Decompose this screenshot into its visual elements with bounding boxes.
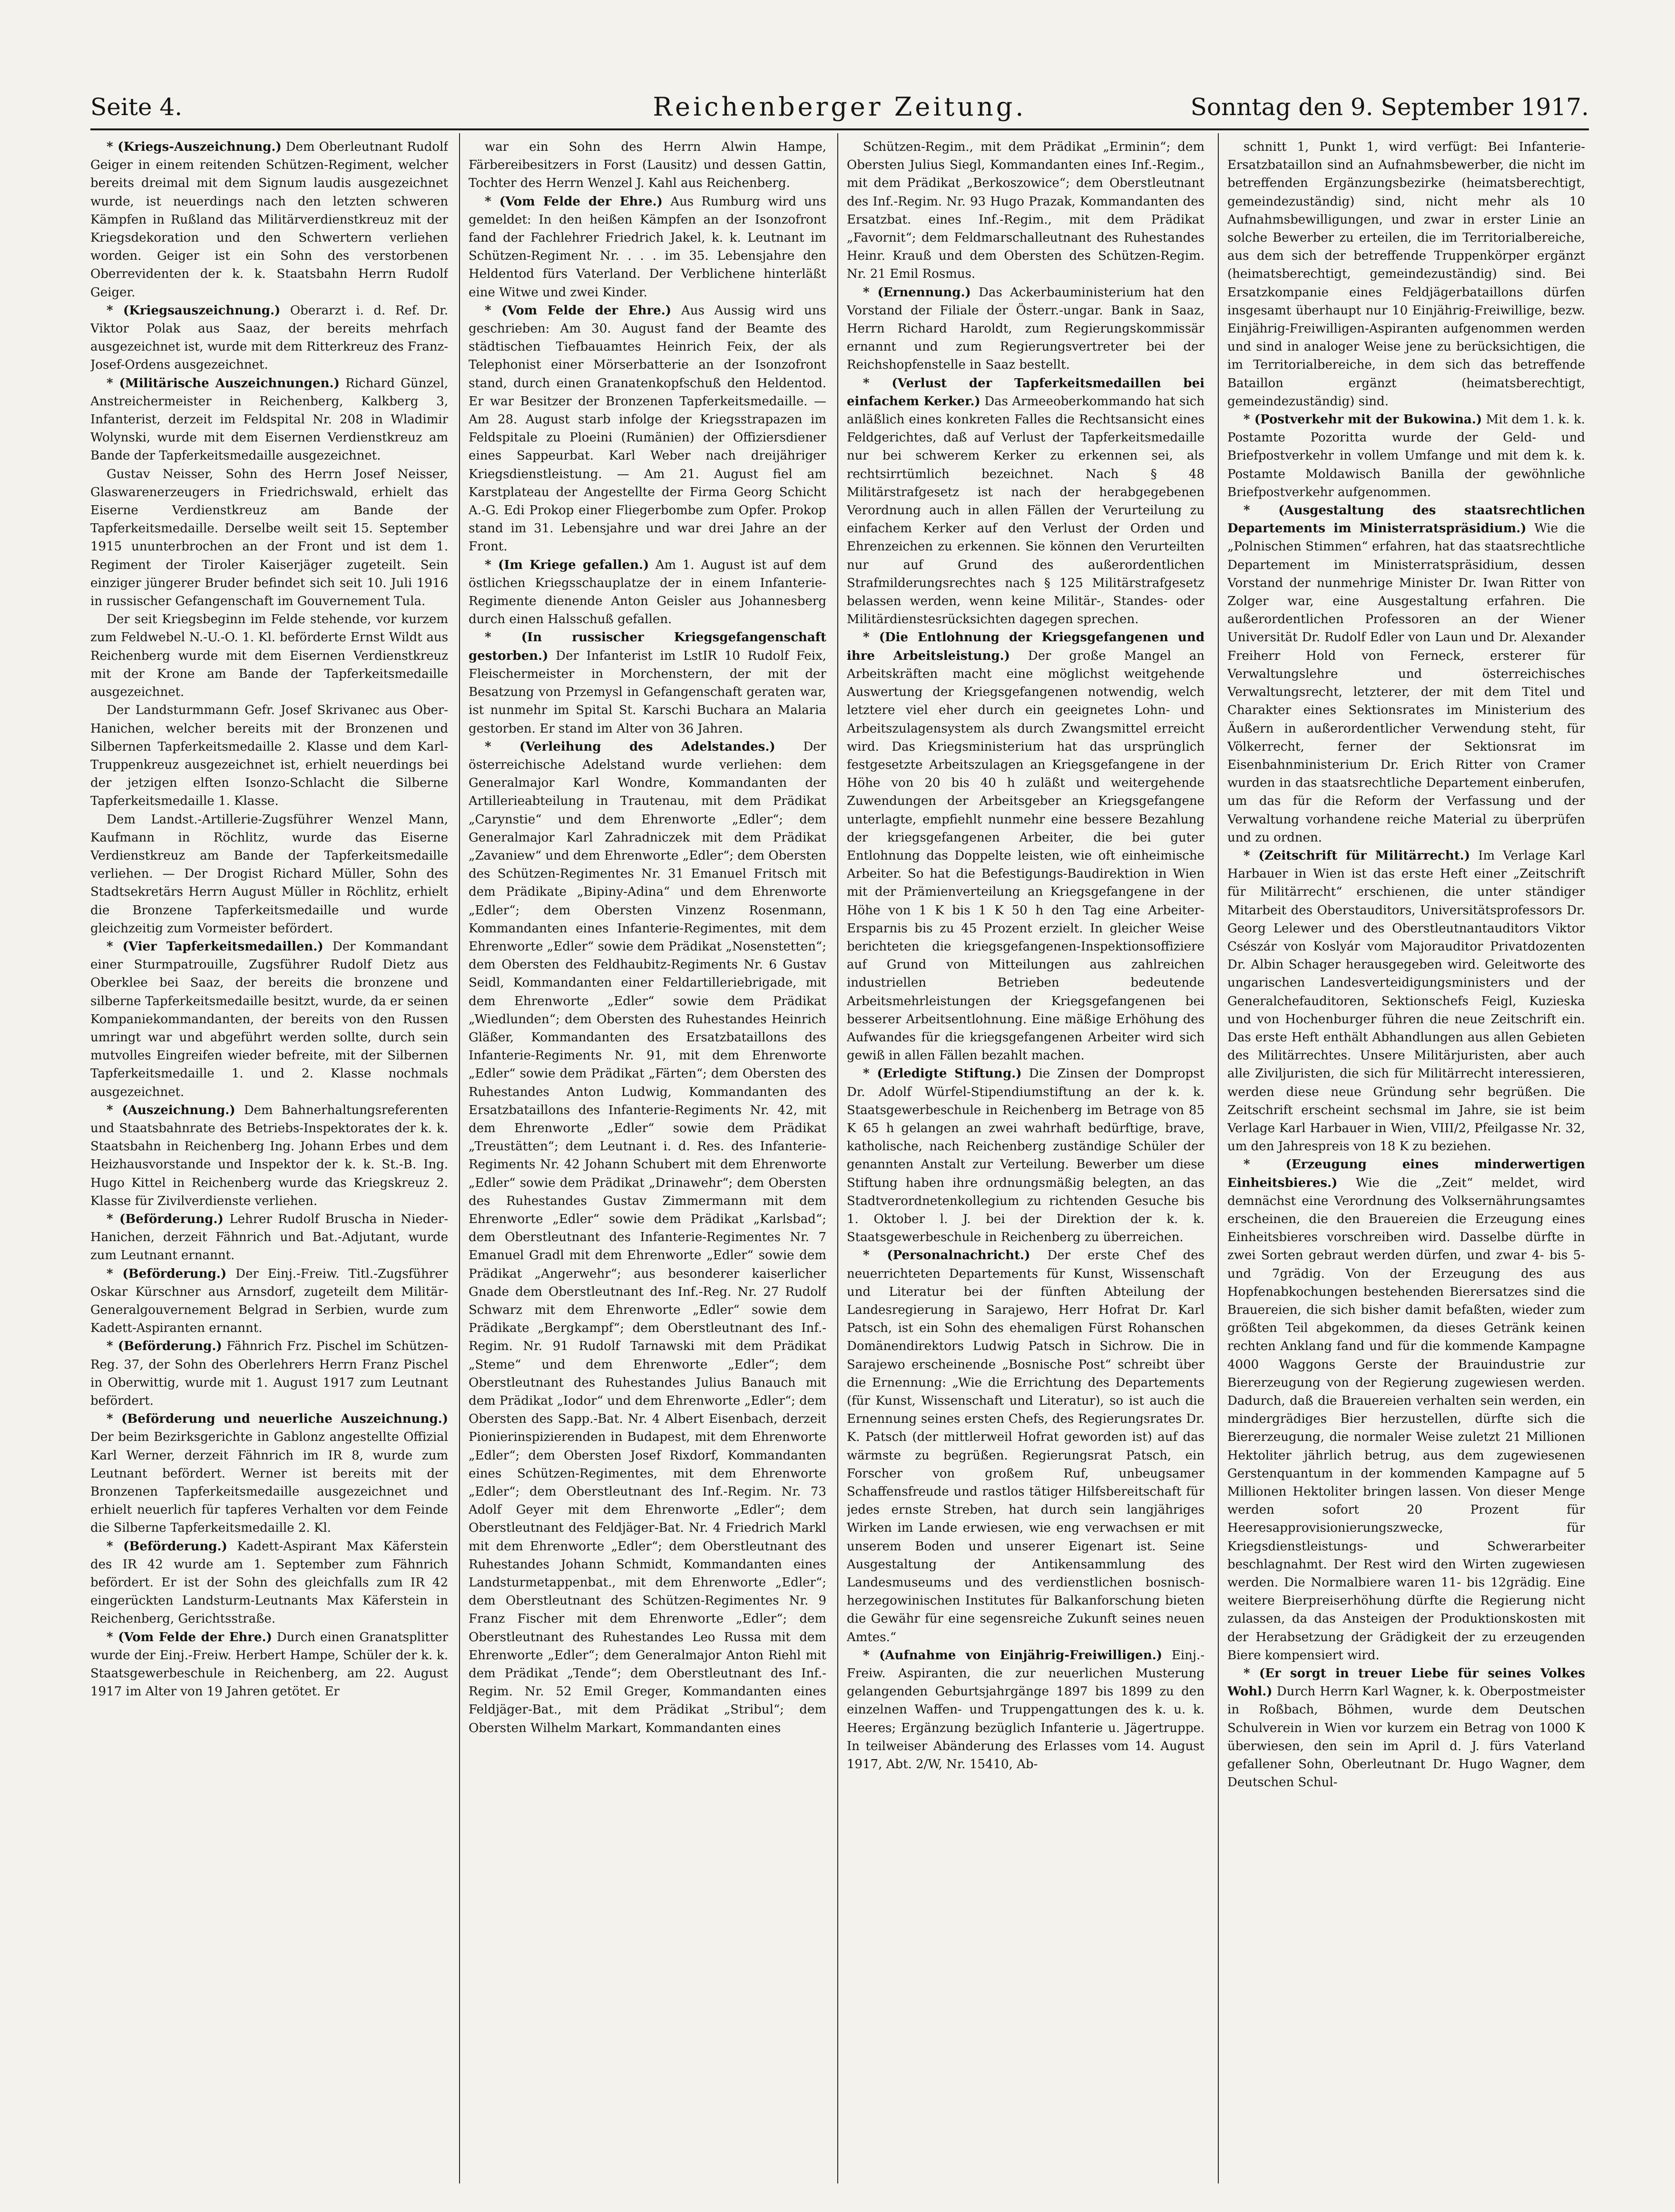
article-heading: * (Kriegs-Auszeichnung.) [107,140,282,154]
article-heading: * (Zeitschrift für Militärrecht.) [1244,848,1470,863]
article-text: Der erste Chef des neuerrichteten Departements für Kunst, Wissenschaft und Literatur bei der fünften Abteilung der Landesregierung in Sarajewo, Herr Hofrat Dr. Karl Patsch, ist ein Sohn des ehemaligen Fürst Rohanschen Domänendirektors Ludwig Patsch in Sichrow. Die in Sarajewo erscheinende „Bosnische Post“ schreibt über die Ernennung: „Wie die Errichtung des Departements (für Kunst, Wissenschaft und Literatur), so ist auch die Ernennung seines ersten Chefs, des Regierungsrates Dr. K. Patsch (der mittlerweil Hofrat geworden ist) auf das wärmste zu begrüßen. Regierungsrat Patsch, ein Forscher von großem Ruf, unbeugsamer Schaffensfreude und rastlos tätiger Hilfsbereitschaft für jedes ernste Streben, hat durch sein langjähriges Wirken im Lande erwiesen, wie eng verwachsen er mit unserem Boden und unserer Eigenart ist. Seine Ausgestaltung der Antikensammlung des Landesmuseums und des verdienstlichen bosnisch-herzegowinischen Institutes für Balkanforschung bieten die Gewähr für eine segensreiche Zukunft seines neuen Amtes.“ [847,1248,1205,1644]
column-divider [1218,133,1219,2183]
article-heading: * (Vier Tapferkeitsmedaillen.) [107,939,323,954]
article-paragraph [90,1265,448,1338]
article-heading: * (Beförderung.) [107,1539,227,1554]
article-heading: * (Erzeugung eines minderwertigen Einheitsbieres.) [1227,1157,1585,1190]
article-paragraph [90,1537,448,1628]
column-1 [90,138,448,2179]
article-text: Aus Aussig wird uns geschrieben: Am 30. August fand der Beamte des städtischen Tiefbauamtes Heinrich Feix, der als Telephonist einer Mörserbatterie an der Isonzofront stand, durch einen Granatenkopfschuß den Heldentod. Er war Besitzer der Bronzenen Tapferkeitsmedaille. — Am 28. August starb infolge der Kriegsstrapazen im Feldspitale zu Ploeini (Rumänien) der Offiziersdiener eines Sappeurbat. Karl Weber nach dreijähriger Kriegsdienstleistung. — Am 21. August fiel am Karstplateau der Angestellte der Firma Georg Schicht A.-G. Edi Prokop einer Fliegerbombe zum Opfer. Prokop stand im 31. Lebensjahre und war drei Jahre an der Front. [469,303,826,554]
article-heading: * (Kriegsauszeichnung.) [107,303,281,318]
article-heading: * (Er sorgt in treuer Liebe für seines Volkes Wohl.) [1227,1666,1585,1699]
article-paragraph [90,701,448,810]
article-paragraph [90,302,448,374]
article-paragraph [90,465,448,611]
article-heading: * (Im Kriege gefallen.) [485,558,649,572]
article-text: Der österreichische Adelstand wurde verliehen: dem Generalmajor Karl Wondre, Kommandanten der Artillerieabteilung in Trautenau, mit dem Prädikat „Carynstie“ und dem Ehrenworte „Edler“; dem Generalmajor Karl Zahradniczek mit dem Prädikat „Zavaniew“ und dem Ehrenworte „Edler“; dem Obersten des Schützen-Regimentes Nr. 31 Emanuel Fritsch mit dem Prädikate „Bipiny-Adina“ und dem Ehrenworte „Edler“; dem Obersten Vinzenz Rosenmann, Kommandanten eines Infanterie-Regimentes, mit dem Ehrenworte „Edler“ sowie dem Prädikat „Nosenstetten“; dem Obersten des Feldhaubitz-Regiments Nr. 6 Gustav Seidl, Kommandanten einer Feldartilleriebrigade, mit dem Ehrenworte „Edler“ sowie dem Prädikat „Wiedlunden“; dem Obersten des Ruhestandes Heinrich Gläßer, Kommandanten des Ersatzbataillons des Infanterie-Regiments Nr. 91, mit dem Ehrenworte „Edler“ sowie dem Prädikat „Färten“; dem Obersten des Ruhestandes Anton Ludwig, Kommandanten des Ersatzbataillons des Infanterie-Regiments Nr. 42, mit dem Ehrenworte „Edler“ sowie dem Prädikat „Treustätten“; dem Leutnant i. d. Res. des Infanterie-Regiments Nr. 42 Johann Schubert mit dem Ehrenworte „Edler“ sowie dem Prädikat „Drinawehr“; dem Obersten des Ruhestandes Gustav Zimmermann mit dem Ehrenworte „Edler“ sowie dem Prädikat „Karlsbad“; dem Oberstleutnant des Infanterie-Regimentes Nr. 7 Emanuel Gradl mit dem Ehrenworte „Edler“ sowie dem Prädikat „Angerwehr“; aus besonderer kaiserlicher Gnade dem Oberstleutnant des Inf.-Reg. Nr. 27 Rudolf Schwarz mit dem Ehrenworte „Edler“ sowie dem Prädikate „Bergkampf“; dem Oberstleutnant des Inf.-Regim. Nr. 91 Rudolf Tarnawski mit dem Prädikat „Steme“ und dem Ehrenworte „Edler“; dem Oberstleutnant des Ruhestandes Julius Banauch mit dem Prädikat „Iodor“ und dem Ehrenworte „Edler“; dem Obersten des Sapp.-Bat. Nr. 4 Albert Eisenbach, derzeit Pionierinspizierenden in Budapest, mit dem Ehrenworte „Edler“; dem Obersten Josef Rixdorf, Kommandanten eines Schützen-Regimentes, mit dem Ehrenworte „Edler“; dem Oberstleutnant des Inf.-Regim. Nr. 73 Adolf Geyer mit dem Ehrenworte „Edler“; dem Oberstleutnant des Feldjäger-Bat. Nr. 4 Friedrich Markl mit dem Ehrenworte „Edler“; dem Oberstleutnant des Ruhestandes Johann Schmidt, Kommandanten eines Landsturmetappenbat., mit dem Ehrenworte „Edler“; dem Oberstleutnant des Schützen-Regimentes Nr. 9 Franz Fischer mit dem Ehrenworte „Edler“; dem Oberstleutnant des Ruhestandes Leo Russa mit dem Ehrenworte „Edler“; dem Generalmajor Anton Riehl mit dem Prädikat „Tende“; dem Oberstleutnant des Inf.-Regim. Nr. 52 Emil Greger, Kommandanten eines Feldjäger-Bat., mit dem Prädikat „Stribul“; dem Obersten Wilhelm Markart, Kommandanten eines [469,739,826,1735]
article-text: Oberarzt i. d. Ref. Dr. Viktor Polak aus Saaz, der bereits mehrfach ausgezeichnet ist, wurde mit dem Ritterkreuz des Franz-Josef-Ordens ausgezeichnet. [90,303,448,372]
article-paragraph [847,1065,1205,1246]
article-text: Einj.-Freiw. Aspiranten, die zur neuerlichen Musterung gelangenden Geburtsjahrgänge 1897 bis 1899 zu den einzelnen Waffen- und Truppengattungen des k. u. k. Heeres; Ergänzung bezüglich Infanterie u. Jägertruppe. In teilweiser Abänderung des Erlasses vom 14. August 1917, Abt. 2/W, Nr. 15410, Ab- [847,1648,1205,1772]
column-2 [469,138,826,2179]
article-paragraph [469,138,826,193]
article-paragraph [469,738,826,1737]
article-paragraph [469,302,826,556]
article-text: Der große Mangel an Arbeitskräften macht eine möglichst weitgehende Auswertung der Kriegsgefangenen notwendig, welch letztere viel eher durch ein geeignetes Lohn- und Arbeitszulagensystem als durch Zwangsmittel erreicht wird. Das Kriegsministerium hat das ursprünglich festgesetzte Arbeitszulagen an Kriegsgefangene in der Höhe von 20 bis 40 h zuläßt und weitergehende Zuwendungen der Arbeitsgeber an Kriegsgefangene unterlagte, empfiehlt nunmehr eine bessere Bezahlung der kriegsgefangenen Arbeiter, die bei guter Entlohnung das Doppelte leisten, wie oft einheimische Arbeiter. So hat die Befestigungs-Baudirektion in Wien mit der Prämienverteilung an Kriegsgefangene in der Höhe von 1 K bis 1 K 50 h den Tag eine Arbeiter-Ersparnis bis zu 45 Prozent erzielt. In gleicher Weise berichteten die kriegsgefangenen-Inspektionsoffiziere auf Grund von Mitteilungen aus zahlreichen industriellen Betrieben bedeutende Arbeitsmehrleistungen der Kriegsgefangenen bei besserer Arbeitsentlohnung. Eine mäßige Erhöhung des Aufwandes für die kriegsgefangenen Arbeiter wird sich gewiß in allen Fällen bezahlt machen. [847,648,1205,1063]
article-paragraph [847,138,1205,284]
article-text: Richard Günzel, Anstreichermeister in Reichenberg, Kalkberg 3, Infanterist, derzeit im Feldspital Nr. 208 in Wladimir Wolynski, wurde mit dem Eisernen Verdienstkreuz am Bande der Tapferkeitsmedaille ausgezeichnet. [90,376,448,463]
article-text: Wie die „Polnischen Stimmen“ erfahren, hat das staatsrechtliche Departement im Ministerratspräsidium, dessen Vorstand der nunmehrige Minister Dr. Iwan Ritter von Zolger war, eine Ausgestaltung erfahren. Die außerordentlichen Professoren an der Wiener Universität Dr. Rudolf Edler von Laun und Dr. Alexander Freiherr Hold von Ferneck, ersterer für Verwaltungslehre und österreichisches Verwaltungsrecht, letzterer, der mit dem Titel und Charakter eines Sektionsrates im Ministerium des Äußern in außerordentlicher Verwendung steht, für Völkerrecht, ferner der Sektionsrat im Eisenbahnministerium Dr. Erich Ritter von Cramer wurden in das staatsrechtliche Departement einberufen, um das für die Reform der Verfassung und der Verwaltung vorhandene reiche Material zu überprüfen und zu ordnen. [1227,521,1585,845]
article-text: Das Armeeoberkommando hat sich anläßlich eines konkreten Falles die Rechtsansicht eines Feldgerichtes, daß auf Verlust der Tapferkeitsmedaille nur bei schwerem Kerker zu erkennen sei, als rechtsirrtümlich bezeichnet. Nach § 48 Militärstrafgesetz ist nach der herabgegebenen Verordnung auch in allen Fällen der Verurteilung zu einfachem Kerker auf den Verlust der Orden und Ehrenzeichen zu erkennen. Sie können den Verurteilten nur auf Grund des außerordentlichen Strafmilderungsrechtes nach § 125 Militärstrafgesetz belassen werden, wenn keine Militär-, Standes- oder Militärdienstesrücksichten dagegen sprechen. [847,394,1205,627]
article-paragraph [90,1410,448,1537]
article-text: Mit dem 1. k. k. Postamte Pozoritta wurde der Geld- und Briefpostverkehr in vollem Umfange und mit dem k. k. Postamte Moldawisch Banilla der gewöhnliche Briefpostverkehr aufgenommen. [1227,412,1585,499]
article-paragraph [90,610,448,701]
article-heading: * (Erledigte Stiftung.) [863,1067,1022,1081]
article-heading: * (Auszeichnung.) [107,1103,235,1117]
article-heading: * (Beförderung.) [107,1266,227,1281]
article-paragraph [90,811,448,938]
article-text: Durch Herrn Karl Wagner, k. k. Oberpostmeister in Roßbach, Böhmen, wurde dem Deutschen Schulverein in Wien vor kurzem ein Betrag von 1000 K überwiesen, den sein im April d. J. fürs Vaterland gefallener Sohn, Oberleutnant Dr. Hugo Wagner, dem Deutschen Schul- [1227,1684,1585,1790]
article-text: Gustav Neisser, Sohn des Herrn Josef Neisser, Glaswarenerzeugers in Friedrichswald, erhielt das Eiserne Verdienstkreuz am Bande der Tapferkeitsmedaille. Derselbe weilt seit 15. September 1915 ununterbrochen an der Front und ist dem 1. Regiment der Tiroler Kaiserjäger zugeteilt. Sein einziger jüngerer Bruder befindet sich seit 10. Juli 1916 in russischer Gefangenschaft im Gouvernement Tula. [90,467,448,609]
article-paragraph [847,374,1205,629]
article-text: Der Kommandant einer Sturmpatrouille, Zugsführer Rudolf Dietz aus Oberklee bei Saaz, der bereits die bronzene und silberne Tapferkeitsmedaille besitzt, wurde, da er seinen Kompaniekommandanten, der bereits von den Russen umringt war und abgeführt werden sollte, durch sein mutvolles Eingreifen wieder befreite, mit der Silbernen Tapferkeitsmedaille 1. und 2. Klasse nochmals ausgezeichnet. [90,939,448,1099]
column-divider [837,133,838,2183]
article-text: Der Landsturmmann Gefr. Josef Skrivanec aus Ober-Hanichen, welcher bereits mit der Bronzenen und Silbernen Tapferkeitsmedaille 2. Klasse und dem Karl-Truppenkreuz ausgezeichnet ist, erhielt neuerdings bei der jetzigen elften Isonzo-Schlacht die Silberne Tapferkeitsmedaille 1. Klasse. [90,703,448,809]
article-text: Der Infanterist im LstIR 10 Rudolf Feix, Fleischermeister in Morchenstern, der mit der Besatzung von Przemysl in Gefangenschaft geraten war, ist nunmehr im Spital St. Karschi Buchara an Malaria gestorben. Er stand im Alter von 36 Jahren. [469,648,826,736]
article-heading: * (Vom Felde der Ehre.) [485,303,672,318]
article-heading: * (Personalnachricht.) [863,1248,1030,1263]
issue-date: Sonntag den 9. September 1917. [1190,93,1589,121]
column-divider [459,133,460,2183]
article-heading: * (Beförderung.) [107,1212,224,1226]
article-paragraph [1227,847,1585,1155]
article-heading: * (Militärische Auszeichnungen.) [107,376,340,391]
column-4 [1227,138,1585,2179]
page-number: Seite 4. [90,93,183,121]
article-heading: * (Ernennung.) [863,285,971,300]
article-text: Am 1. August ist auf dem östlichen Kriegsschauplatze der in einem Infanterie-Regimente dienende Anton Geisler aus Johannesberg durch einen Halsschuß gefallen. [469,558,826,627]
article-heading: * (Vom Felde der Ehre.) [107,1630,272,1644]
article-text: Dem Bahnerhaltungsreferenten und Staatsbahnrate des Betriebs-Inspektorates der k. k. Staatsbahn in Reichenberg Ing. Johann Erbes und dem Heizhausvorstande und Inspektor der k. k. St.-B. Ing. Hugo Kittel in Reichenberg wurde das Kriegskreuz 2. Klasse für Zivilverdienste verliehen. [90,1103,448,1208]
article-paragraph [90,1628,448,1701]
article-text: Im Verlage Karl Harbauer in Wien ist das erste Heft einer „Zeitschrift für Militärrecht“ erschienen, die unter ständiger Mitarbeit des Oberstauditors, Universitätsprofessors Dr. Georg Lelewer und des Oberstleutnantauditors Viktor Csészár von Koslyár vom Majorauditor Privatdozenten Dr. Albin Schager herausgegeben wird. Geleitworte des ungarischen Landesverteidigungsministers und der Generalchefauditoren, Sektionschefs Feigl, Kuzieska und von Hochenburger führen die neue Zeitschrift ein. Das erste Heft enthält Abhandlungen aus allen Gebieten des Militärrechtes. Unsere Militärjuristen, aber auch alle Ziviljuristen, die sich für Militärrecht interessieren, werden diese neue Gründung sehr begrüßen. Die Zeitschrift erscheint sechsmal im Jahre, sie ist beim Verlage Karl Harbauer in Wien, VIII/2, Pfeilgasse Nr. 32, um den Jahrespreis von 18 K zu beziehen. [1227,848,1585,1154]
article-heading: * (Beförderung und neuerliche Auszeichnung.) [107,1412,448,1427]
article-paragraph [90,1337,448,1410]
article-paragraph [847,284,1205,374]
article-heading: * (Verlust der Tapferkeitsmedaillen bei einfachem Kerker.) [847,376,1205,409]
article-text: Schützen-Regim., mit dem Prädikat „Erminin“; dem Obersten Julius Siegl, Kommandanten eines Inf.-Regim., mit dem Prädikat „Berkoszowice“; dem Oberstleutnant des Inf.-Regim. Nr. 93 Hugo Prazak, Kommandanten des Ersatzbat. eines Inf.-Regim., mit dem Prädikat „Favornit“; dem Feldmarschalleutnant des Ruhestandes Heinr. Krauß und dem Obersten des Schützen-Regim. Nr. 21 Emil Rosmus. [847,140,1205,282]
article-heading: * (In russischer Kriegsgefangenschaft gestorben.) [469,630,826,663]
article-paragraph [1227,501,1585,847]
article-text: Durch einen Granatsplitter wurde der Einj.-Freiw. Herbert Hampe, Schüler der k. k. Staatsgewerbeschule in Reichenberg, am 22. August 1917 im Alter von 19 Jahren getötet. Er [90,1630,448,1699]
article-text: Fähnrich Frz. Pischel im Schützen-Reg. 37, der Sohn des Oberlehrers Herrn Franz Pischel in Oberwittig, wurde mit 1. August 1917 zum Leutnant befördert. [90,1339,448,1409]
article-paragraph [847,1246,1205,1646]
article-text: schnitt 1, Punkt 1, wird verfügt: Bei Infanterie-Ersatzbataillon sind an Aufnahmsbewerber, die nicht im betreffenden Ergänzungsbezirke (heimatsberechtigt, gemeindezuständig) sind, nicht mehr als 10 Aufnahmsbewilligungen, und zwar in erster Linie an solche Bewerber zu erteilen, die im Territorialbereiche, aus dem sich der betreffende Truppenkörper ergänzt (heimatsberechtigt, gemeindezuständig) sind. Bei Ersatzkompanie eines Feldjägerbataillons dürfen insgesamt überhaupt nur 10 Einjährig-Freiwillige, bezw. Einjährig-Freiwilligen-Aspiranten aufgenommen werden und sind in analoger Weise jene zu berücksichtigen, die im Territorialbereiche, in dem sich das betreffende Bataillon ergänzt (heimatsberechtigt, gemeindezuständig) sind. [1227,140,1585,409]
article-heading: * (Vom Felde der Ehre.) [485,194,663,209]
article-text: Dem Landst.-Artillerie-Zugsführer Wenzel Mann, Kaufmann in Röchlitz, wurde das Eiserne Verdienstkreuz am Bande der Tapferkeitsmedaille verliehen. — Der Drogist Richard Müller, Sohn des Stadtsekretärs Herrn August Müller in Röchlitz, erhielt die Bronzene Tapferkeitsmedaille und wurde gleichzeitig zum Vormeister befördert. [90,812,448,936]
article-text: Dem Oberleutnant Rudolf Geiger in einem reitenden Schützen-Regiment, welcher bereits dreimal mit dem Signum laudis ausgezeichnet wurde, ist neuerdings nach den letzten schweren Kämpfen in Rußland das Militärverdienstkreuz mit der Kriegsdekoration und den Schwertern verliehen worden. Geiger ist ein Sohn des verstorbenen Oberrevidenten der k. k. Staatsbahn Herrn Rudolf Geiger. [90,140,448,300]
article-paragraph [1227,1155,1585,1664]
article-heading: * (Aufnahme von Einjährig-Freiwilligen.) [863,1648,1163,1663]
article-text: war ein Sohn des Herrn Alwin Hampe, Färbereibesitzers in Forst (Lausitz) und dessen Gattin, Tochter des Herrn Wenzel J. Kahl aus Reichenberg. [469,140,826,191]
article-heading: * (Die Entlohnung der Kriegsgefangenen und ihre Arbeitsleistung.) [847,630,1205,663]
article-heading: * (Verleihung des Adelstandes.) [485,739,775,754]
column-3 [847,138,1205,2179]
header-rule [90,128,1589,130]
article-text: Aus Rumburg wird uns gemeldet: In den heißen Kämpfen an der Isonzofront fand der Fachlehrer Friedrich Jakel, k. k. Leutnant im Schützen-Regiment Nr. . . . im 35. Lebensjahre den Heldentod fürs Vaterland. Der Verblichene hinterläßt eine Witwe und zwei Kinder. [469,194,826,300]
article-text: Die Zinsen der Dompropst Dr. Adolf Würfel-Stipendiumstiftung an der k. k. Staatsgewerbeschule in Reichenberg im Betrage von 85 K 65 h gelangen an zwei wahrhaft bedürftige, brave, katholische, nach Reichenberg zuständige Schüler der genannten Anstalt zur Verteilung. Bewerber um diese Stiftung haben ihre ordnungsmäßig belegten, an das Stadtverordnetenkollegium zu richtenden Gesuche bis 1. Oktober l. J. bei der Direktion der k. k. Staatsgewerbeschule in Reichenberg zu überreichen. [847,1067,1205,1245]
article-paragraph [90,1210,448,1265]
page-header [90,90,1589,124]
article-paragraph [1227,1664,1585,1791]
article-paragraph [847,628,1205,1065]
article-paragraph [1227,411,1585,501]
article-text: Der Einj.-Freiw. Titl.-Zugsführer Oskar Kürschner aus Arnsdorf, zugeteilt dem Militär-Generalgouvernement Belgrad in Serbien, wurde zum Kadett-Aspiranten ernannt. [90,1266,448,1336]
article-text: Das Ackerbauministerium hat den Vorstand der Filiale der Österr.-ungar. Bank in Saaz, Herrn Richard Haroldt, zum Regierungskommissär ernannt und zum Regierungsvertreter bei der Reichshopfenstelle in Saaz bestellt. [847,285,1205,372]
article-text: Wie die „Zeit“ meldet, wird demnächst eine Verordnung des Volksernährungsamtes erscheinen, die den Brauereien die Erzeugung eines Einheitsbieres vorschreiben wird. Dasselbe dürfte in zwei Sorten gebraut werden dürfen, und zwar 4- bis 5- und 7grädig. Von der Erzeugung des aus Hopfenabkochungen bestehenden Bierersatzes sind die Brauereien, die sich bisher damit befaßten, wieder zum größten Teil abgekommen, da dieses Getränk keinen rechten Anklang fand und für die kommende Kampagne 4000 Waggons Gerste der Brauindustrie zur Biererzeugung von der Regierung zugewiesen werden. Dadurch, daß die Brauereien verhalten sein werden, ein mindergrädiges Bier herzustellen, dürfte sich die Biererzeugung, die normaler Weise zuletzt 21 Millionen Hektoliter jährlich betrug, aus dem zugewiesenen Gerstenquantum in der kommenden Kampagne auf 5 Millionen Hektoliter bringen lassen. Von dieser Menge werden sofort 20 Prozent für Heeresapprovisionierungszwecke, für Kriegsdienstleistungs- und Schwerarbeiter beschlagnahmt. Der Rest wird den Wirten zugewiesen werden. Die Normalbiere waren 11- bis 12grädig. Eine weitere Bierpreiserhöhung dürfte die Regierung nicht zulassen, da das Ansteigen der Produktionskosten mit der Herabsetzung der Grädigkeit der zu erzeugenden Biere kompensiert wird. [1227,1175,1585,1663]
article-paragraph [469,628,826,737]
article-paragraph [847,1646,1205,1773]
article-heading: * (Postverkehr mit der Bukowina.) [1244,412,1482,427]
article-paragraph [90,1101,448,1210]
article-text: Kadett-Aspirant Max Käferstein des IR 42 wurde am 1. September zum Fähnrich befördert. Er ist der Sohn des gleichfalls zum IR 42 eingerückten Landsturm-Leutnants Max Käferstein in Reichenberg, Gerichtsstraße. [90,1539,448,1626]
article-heading: * (Beförderung.) [107,1339,222,1354]
article-paragraph [1227,138,1585,411]
article-paragraph [90,138,448,302]
article-heading: * (Ausgestaltung des staatsrechtlichen Departements im Ministerratspräsidium.) [1227,503,1585,536]
article-paragraph [90,938,448,1101]
article-paragraph [469,193,826,302]
article-paragraph [90,374,448,465]
article-paragraph [469,556,826,629]
masthead-title: Reichenberger Zeitung. [653,92,1027,122]
article-text: Der seit Kriegsbeginn im Felde stehende, vor kurzem zum Feldwebel N.-U.-O. 1. Kl. beförderte Ernst Wildt aus Reichenberg wurde mit dem Eisernen Verdienstkreuz mit der Krone am Bande der Tapferkeitsmedaille ausgezeichnet. [90,612,448,700]
article-text: Lehrer Rudolf Bruscha in Nieder-Hanichen, derzeit Fähnrich und Bat.-Adjutant, wurde zum Leutnant ernannt. [90,1212,448,1263]
article-text: Der beim Bezirksgerichte in Gablonz angestellte Offizial Karl Werner, derzeit Fähnrich im IR 8, wurde zum Leutnant befördert. Werner ist bereits mit der Bronzenen Tapferkeitsmedaille ausgezeichnet und erhielt neuerlich für tapferes Verhalten vor dem Feinde die Silberne Tapferkeitsmedaille 2. Kl. [90,1430,448,1536]
